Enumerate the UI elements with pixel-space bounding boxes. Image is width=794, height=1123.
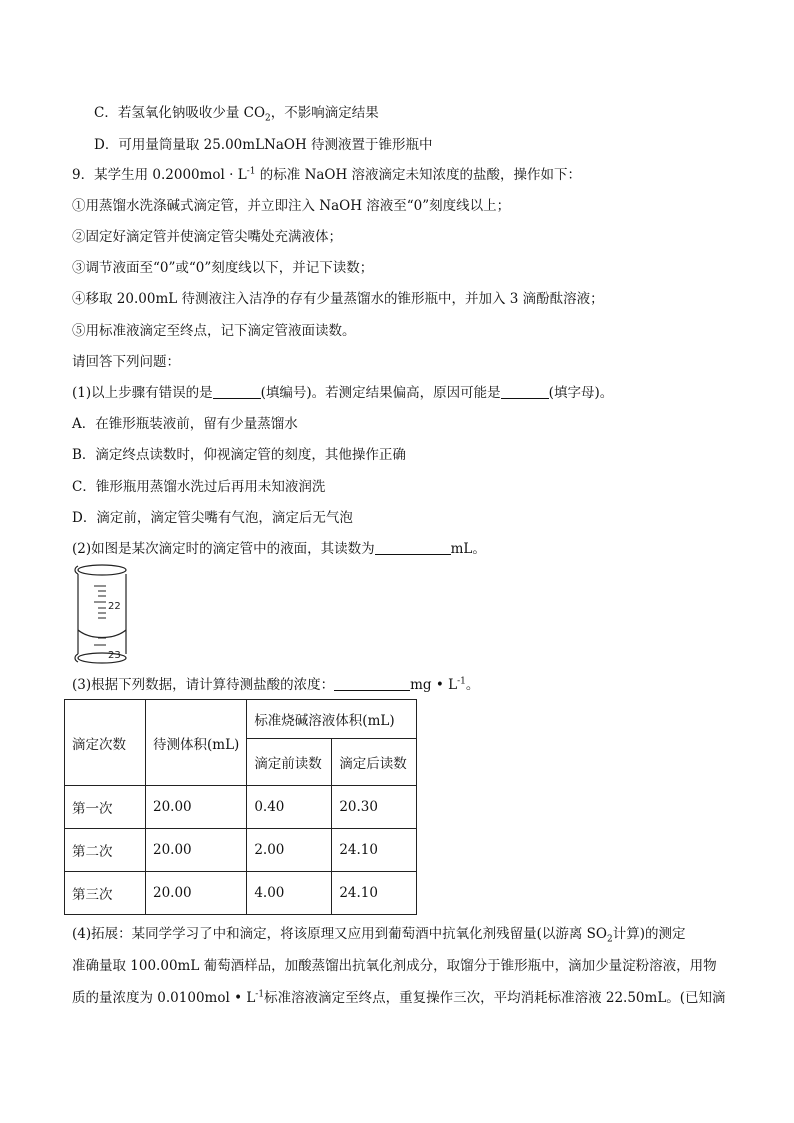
cell-volume: 20.00: [146, 872, 247, 915]
answer-blank[interactable]: [334, 676, 410, 691]
part-2-text-a: (2)如图是某次滴定时的滴定管中的液面，其读数为: [72, 541, 375, 557]
option-c-text-b: ，不影响滴定结果: [270, 105, 379, 121]
burette-top-rim: [78, 565, 126, 575]
part-2-text-b: mL。: [450, 541, 486, 557]
q9-text-b: 的标准 NaOH 溶液滴定未知浓度的盐酸，操作如下：: [255, 167, 582, 183]
burette-diagram: [72, 562, 132, 670]
answer-blank[interactable]: [501, 384, 549, 399]
cell-after: 24.10: [332, 829, 417, 872]
scale-mark-22: 22: [108, 601, 121, 612]
part-3: [72, 676, 479, 694]
choice-a: A．在锥形瓶装液前，留有少量蒸馏水: [72, 416, 298, 432]
cell-after: 20.30: [332, 786, 417, 829]
header-volume: 待测体积(mL): [146, 700, 247, 786]
table-row: [65, 786, 417, 829]
table-row: [65, 872, 417, 915]
step-2: ②固定好滴定管并使滴定管尖嘴处充满液体；: [72, 229, 342, 245]
part-4-line-1: [72, 925, 686, 943]
option-c: [94, 104, 379, 122]
burette-figure: [72, 562, 132, 666]
cell-volume: 20.00: [146, 786, 247, 829]
q9-superscript: -1: [246, 166, 256, 177]
cell-before: 0.40: [247, 786, 332, 829]
part-4-superscript: -1: [255, 989, 265, 1000]
part-4-text-a: (4)拓展：某同学学习了中和滴定，将该原理又应用到葡萄酒中抗氧化剂残留量(以游离 SO: [72, 926, 607, 942]
part-3-text-b: mg • L: [410, 677, 458, 693]
part-4-line-2: 准确量取 100.00mL 葡萄酒样品，加酸蒸馏出抗氧化剂成分，取馏分于锥形瓶中，滴加少量淀粉溶液，用物: [72, 958, 717, 974]
cell-volume: 20.00: [146, 829, 247, 872]
cell-after: 24.10: [332, 872, 417, 915]
part-1: [72, 384, 613, 402]
part-4-subscript: 2: [607, 934, 613, 945]
header-trial: 滴定次数: [65, 700, 146, 786]
part-3-text-c: 。: [465, 677, 480, 693]
header-after: 滴定后读数: [332, 739, 417, 786]
cell-trial: 第二次: [65, 829, 146, 872]
cell-trial: 第一次: [65, 786, 146, 829]
part-3-text-a: (3)根据下列数据，请计算待测盐酸的浓度：: [72, 677, 335, 693]
step-1: ①用蒸馏水洗涤碱式滴定管，并立即注入 NaOH 溶液至“0”刻度线以上；: [72, 198, 511, 214]
cell-before: 4.00: [247, 872, 332, 915]
answer-blank[interactable]: [213, 384, 261, 399]
answer-prompt: 请回答下列问题：: [72, 354, 180, 370]
cell-trial: 第三次: [65, 872, 146, 915]
part-1-text-c: (填字母)。: [548, 385, 614, 401]
scale-mark-23: 23: [108, 650, 121, 661]
choice-c: C．锥形瓶用蒸馏水洗过后再用未知液润洗: [72, 479, 326, 495]
choice-d: D．滴定前，滴定管尖嘴有气泡，滴定后无气泡: [72, 510, 353, 526]
option-d: D．可用量筒量取 25.00mLNaOH 待测液置于锥形瓶中: [94, 137, 433, 153]
part-1-text-a: (1)以上步骤有错误的是: [72, 385, 213, 401]
question-9: [72, 166, 581, 184]
q9-text-a: 9．某学生用 0.2000mol · L: [72, 167, 247, 183]
part-4-line-3-text-b: 标准溶液滴定至终点，重复操作三次，平均消耗标准溶液 22.50mL。(已知滴: [264, 990, 726, 1006]
cell-before: 2.00: [247, 829, 332, 872]
part-4-text-b: 计算)的测定: [612, 926, 686, 942]
part-2: [72, 540, 486, 558]
step-4: ④移取 20.00mL 待测液注入洁净的存有少量蒸馏水的锥形瓶中，并加入 3 滴酚酞溶液；: [72, 291, 604, 307]
part-3-superscript: -1: [457, 676, 466, 687]
step-3: ③调节液面至“0”或“0”刻度线以下，并记下读数；: [72, 260, 374, 276]
table-row: [65, 829, 417, 872]
option-c-subscript: 2: [265, 113, 271, 124]
part-1-text-b: (填编号)。若测定结果偏高，原因可能是: [260, 385, 501, 401]
header-standard-naoh: 标准烧碱溶液体积(mL): [247, 700, 417, 739]
table-header-row: [65, 700, 417, 739]
step-5: ⑤用标准液滴定至终点，记下滴定管液面读数。: [72, 323, 356, 339]
choice-b: B．滴定终点读数时，仰视滴定管的刻度，其他操作正确: [72, 447, 406, 463]
liquid-meniscus: [78, 630, 126, 638]
part-4-line-3-text-a: 质的量浓度为 0.0100mol • L: [72, 990, 256, 1006]
answer-blank[interactable]: [375, 540, 451, 555]
header-before: 滴定前读数: [247, 739, 332, 786]
titration-data-table: [64, 699, 417, 915]
option-c-text-a: C．若氢氧化钠吸收少量 CO: [94, 105, 266, 121]
part-4-line-3: [72, 989, 726, 1007]
